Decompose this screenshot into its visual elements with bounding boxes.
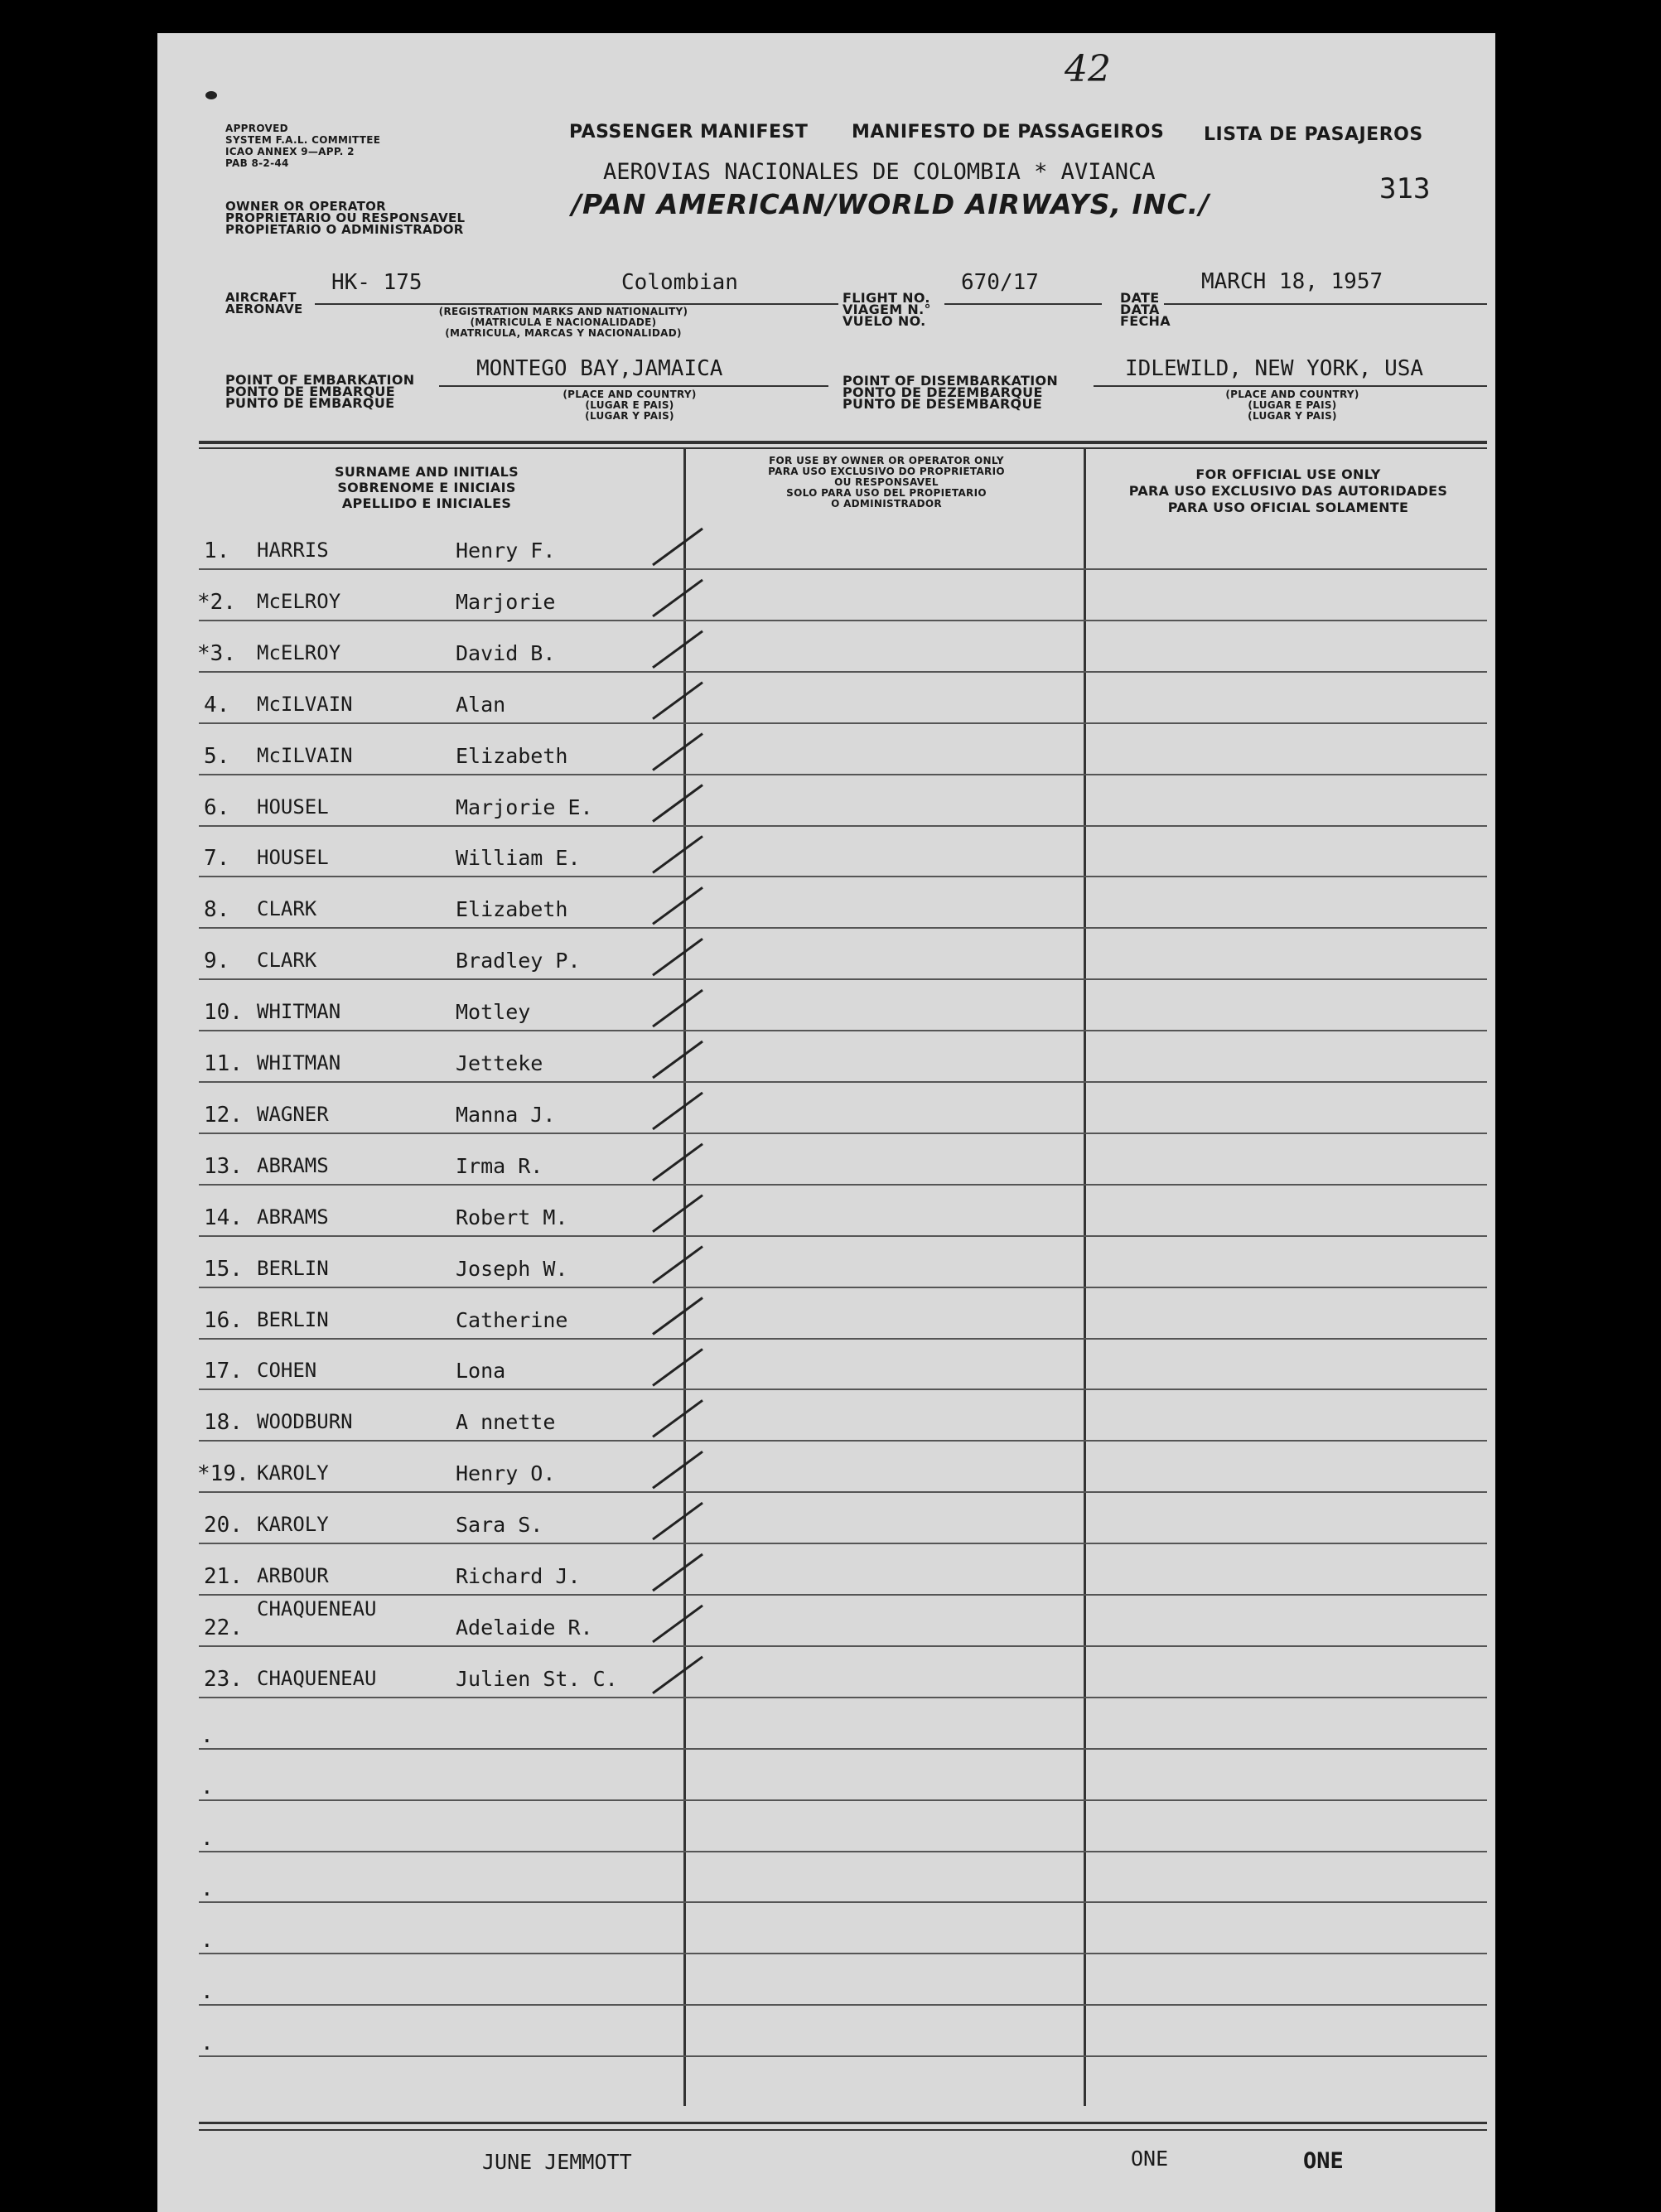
embarkation-sublabel: (PLACE AND COUNTRY) [563,389,697,400]
aircraft-sublabel: (MATRICULA, MARCAS Y NACIONALIDAD) [445,327,682,339]
date-label-en: DATE [1120,290,1160,306]
checkmarks-layer [157,33,1495,2212]
passenger-surname: BERLIN [257,1308,329,1331]
passenger-number: *2. [197,590,236,615]
table-bottom-rule-2 [199,2129,1487,2131]
passenger-given-name: Motley [456,1000,531,1024]
passenger-number: 6. [204,795,230,820]
passenger-number: 4. [204,693,230,717]
passenger-given-name: Adelaide R. [456,1616,593,1640]
column-header-line: APELLIDO E INICIALES [341,495,512,511]
column-header-line: PARA USO OFICIAL SOLAMENTE [1167,500,1409,515]
passenger-surname: KAROLY [257,1513,329,1536]
checkmark-icon [653,1144,703,1181]
passenger-given-name: Lona [456,1359,506,1383]
handwritten-mark: 42 [1065,48,1111,90]
aircraft-sublabel: (MATRICULA E NACIONALIDADE) [470,316,657,328]
airline-typed: AEROVIAS NACIONALES DE COLOMBIA * AVIANCA [603,159,1156,185]
disembarkation-value: IDLEWILD, NEW YORK, USA [1125,356,1424,381]
passenger-number: 13. [204,1154,243,1179]
disembarkation-label-en: POINT OF DISEMBARKATION [843,373,1059,389]
manifest-sheet [157,33,1495,2212]
passenger-given-name: Sara S. [456,1513,543,1537]
passenger-number: 23. [204,1667,243,1692]
embarkation-sublabel: (LUGAR Y PAIS) [585,410,674,422]
passenger-surname: COHEN [257,1359,317,1382]
checkmark-icon [653,1349,703,1385]
passenger-surname: ARBOUR [257,1564,329,1587]
passenger-given-name: Richard J. [456,1564,581,1588]
passenger-surname: BERLIN [257,1257,329,1280]
passenger-given-name: Elizabeth [456,744,568,768]
aircraft-sublabel: (REGISTRATION MARKS AND NATIONALITY) [438,306,688,317]
sheet-number: 313 [1379,172,1431,205]
blank-row-dot: . [200,2031,214,2055]
column-header-line: SOBRENOME E INICIAIS [337,480,516,495]
embarkation-value: MONTEGO BAY,JAMAICA [476,356,723,381]
checkmark-icon [653,887,703,924]
checkmark-icon [653,836,703,872]
passenger-number: *3. [197,641,236,666]
title-spanish: LISTA DE PASAJEROS [1204,124,1423,145]
date-value: MARCH 18, 1957 [1201,269,1383,294]
owner-label-pt: PROPRIETARIO OU RESPONSAVEL [225,210,466,225]
page-value: ONE [1131,2147,1169,2171]
aircraft-label-pt: AERONAVE [225,302,303,316]
checkmark-icon [653,734,703,770]
passenger-number: 7. [204,846,230,871]
column-header-line: FOR OFFICIAL USE ONLY [1195,466,1381,482]
passenger-given-name: Marjorie [456,590,556,614]
passenger-given-name: Robert M. [456,1205,568,1229]
passenger-surname: WHITMAN [257,1051,341,1075]
passenger-surname: HARRIS [257,539,329,562]
embarkation-label-en: POINT OF EMBARKATION [225,372,415,388]
passenger-number: 5. [204,744,230,769]
checkmark-icon [653,990,703,1026]
disembarkation-sublabel: (PLACE AND COUNTRY) [1225,389,1359,400]
passenger-given-name: Elizabeth [456,897,568,921]
passenger-surname: CLARK [257,897,317,920]
approval-line: APPROVED [225,123,288,134]
passenger-given-name: Jetteke [456,1051,543,1075]
column-header-line: PARA USO EXCLUSIVO DAS AUTORIDADES [1128,483,1448,499]
passenger-surname: CLARK [257,949,317,972]
date-label-pt: DATA [1120,302,1160,317]
disembarkation-sublabel: (LUGAR E PAIS) [1248,399,1337,411]
column-header-line: O ADMINISTRADOR [831,498,942,510]
passenger-surname: McILVAIN [257,744,353,767]
embarkation-label-es: PUNTO DE EMBARQUE [225,395,395,411]
checkmark-icon [653,1247,703,1283]
blank-row-dot: . [200,1979,214,2004]
passenger-number: 11. [204,1051,243,1076]
passenger-given-name: Marjorie E. [456,795,593,819]
passenger-surname: HOUSEL [257,795,329,819]
checkmark-icon [653,1093,703,1129]
passenger-surname: WHITMAN [257,1000,341,1023]
owner-label-es: PROPIETARIO O ADMINISTRADOR [225,222,464,237]
checkmark-icon [653,1195,703,1232]
passenger-given-name: Joseph W. [456,1257,568,1281]
passenger-surname: McILVAIN [257,693,353,716]
checkmark-icon [653,683,703,719]
checkmark-icon [653,1451,703,1488]
disembarkation-label-es: PUNTO DE DESEMBARQUE [843,396,1042,412]
checkmark-icon [653,631,703,668]
disembarkation-label-pt: PONTO DE DEZEMBARQUE [843,384,1043,400]
passenger-surname: WOODBURN [257,1410,353,1433]
checkmark-icon [653,1041,703,1078]
passenger-number: 17. [204,1359,243,1384]
checkmark-icon [653,1657,703,1693]
passenger-number: 1. [204,539,230,563]
aircraft-label-en: AIRCRAFT [225,290,297,305]
disembarkation-sublabel: (LUGAR Y PAIS) [1248,410,1337,422]
column-header-line: PARA USO EXCLUSIVO DO PROPRIETARIO [768,466,1005,477]
flight-label-es: VUELO NO. [843,313,926,329]
prepared-by-value: JUNE JEMMOTT [482,2150,632,2174]
passenger-number: 14. [204,1205,243,1230]
column-header-line: SOLO PARA USO DEL PROPIETARIO [786,487,987,499]
passenger-given-name: Henry O. [456,1461,556,1485]
of-value: ONE [1303,2148,1344,2174]
passenger-given-name: Manna J. [456,1103,556,1127]
passenger-given-name: Irma R. [456,1154,543,1178]
passenger-surname: HOUSEL [257,846,329,869]
flight-number: 670/17 [961,270,1039,295]
passenger-given-name: William E. [456,846,581,870]
checkmark-icon [653,1400,703,1437]
flight-label-en: FLIGHT NO. [843,290,930,306]
passenger-given-name: Alan [456,693,506,717]
passenger-number: 15. [204,1257,243,1282]
passenger-surname: McELROY [257,590,341,613]
checkmark-icon [653,1606,703,1642]
passenger-number: 18. [204,1410,243,1435]
checkmark-icon [653,939,703,975]
passenger-surname: WAGNER [257,1103,329,1126]
date-label-es: FECHA [1120,313,1171,329]
column-header-line: SURNAME AND INITIALS [335,464,519,480]
passenger-given-name: Henry F. [456,539,556,563]
embarkation-label-pt: PONTO DE EMBARQUE [225,384,395,399]
passenger-number: 9. [204,949,230,973]
passenger-number: 16. [204,1308,243,1333]
passenger-surname: CHAQUENEAU [257,1597,377,1620]
blank-row-dot: . [200,1876,214,1901]
blank-row-dot: . [200,1928,214,1953]
passenger-surname: ABRAMS [257,1205,329,1229]
column-header-line: OU RESPONSAVEL [834,476,939,488]
passenger-number: 22. [204,1616,243,1640]
table-bottom-rule [199,2122,1487,2124]
column-header-line: FOR USE BY OWNER OR OPERATOR ONLY [769,455,1004,466]
owner-label-en: OWNER OR OPERATOR [225,199,387,214]
checkmark-icon [653,529,703,565]
passenger-given-name: Catherine [456,1308,568,1332]
approval-line: SYSTEM F.A.L. COMMITTEE [225,134,381,146]
checkmark-icon [653,785,703,822]
flight-label-pt: VIAGEM N.° [843,302,931,317]
passenger-surname: ABRAMS [257,1154,329,1177]
passenger-number: *19. [197,1461,249,1486]
passenger-surname: KAROLY [257,1461,329,1485]
approval-line: PAB 8-2-44 [225,157,289,169]
blank-row-dot: . [200,1826,214,1851]
passenger-number: 10. [204,1000,243,1025]
checkmark-icon [653,1298,703,1335]
passenger-number: 12. [204,1103,243,1128]
embarkation-sublabel: (LUGAR E PAIS) [585,399,674,411]
checkmark-icon [653,580,703,616]
title-portuguese: MANIFESTO DE PASSAGEIROS [852,122,1165,142]
approval-line: ICAO ANNEX 9—APP. 2 [225,146,355,157]
passenger-surname: McELROY [257,641,341,664]
aircraft-registration: HK- 175 [331,270,422,295]
passenger-given-name: Bradley P. [456,949,581,973]
passenger-surname: CHAQUENEAU [257,1667,377,1690]
passenger-given-name: David B. [456,641,556,665]
blank-row-dot: . [200,1723,214,1748]
aircraft-nationality: Colombian [621,270,738,295]
airline-printed: /PAN AMERICAN/WORLD AIRWAYS, INC./ [572,188,1210,220]
checkmark-icon [653,1503,703,1539]
passenger-number: 21. [204,1564,243,1589]
passenger-number: 20. [204,1513,243,1538]
passenger-given-name: Julien St. C. [456,1667,618,1691]
passenger-number: 8. [204,897,230,922]
checkmark-icon [653,1554,703,1591]
blank-row-dot: . [200,1775,214,1799]
passenger-given-name: A nnette [456,1410,556,1434]
title-english: PASSENGER MANIFEST [569,122,809,142]
